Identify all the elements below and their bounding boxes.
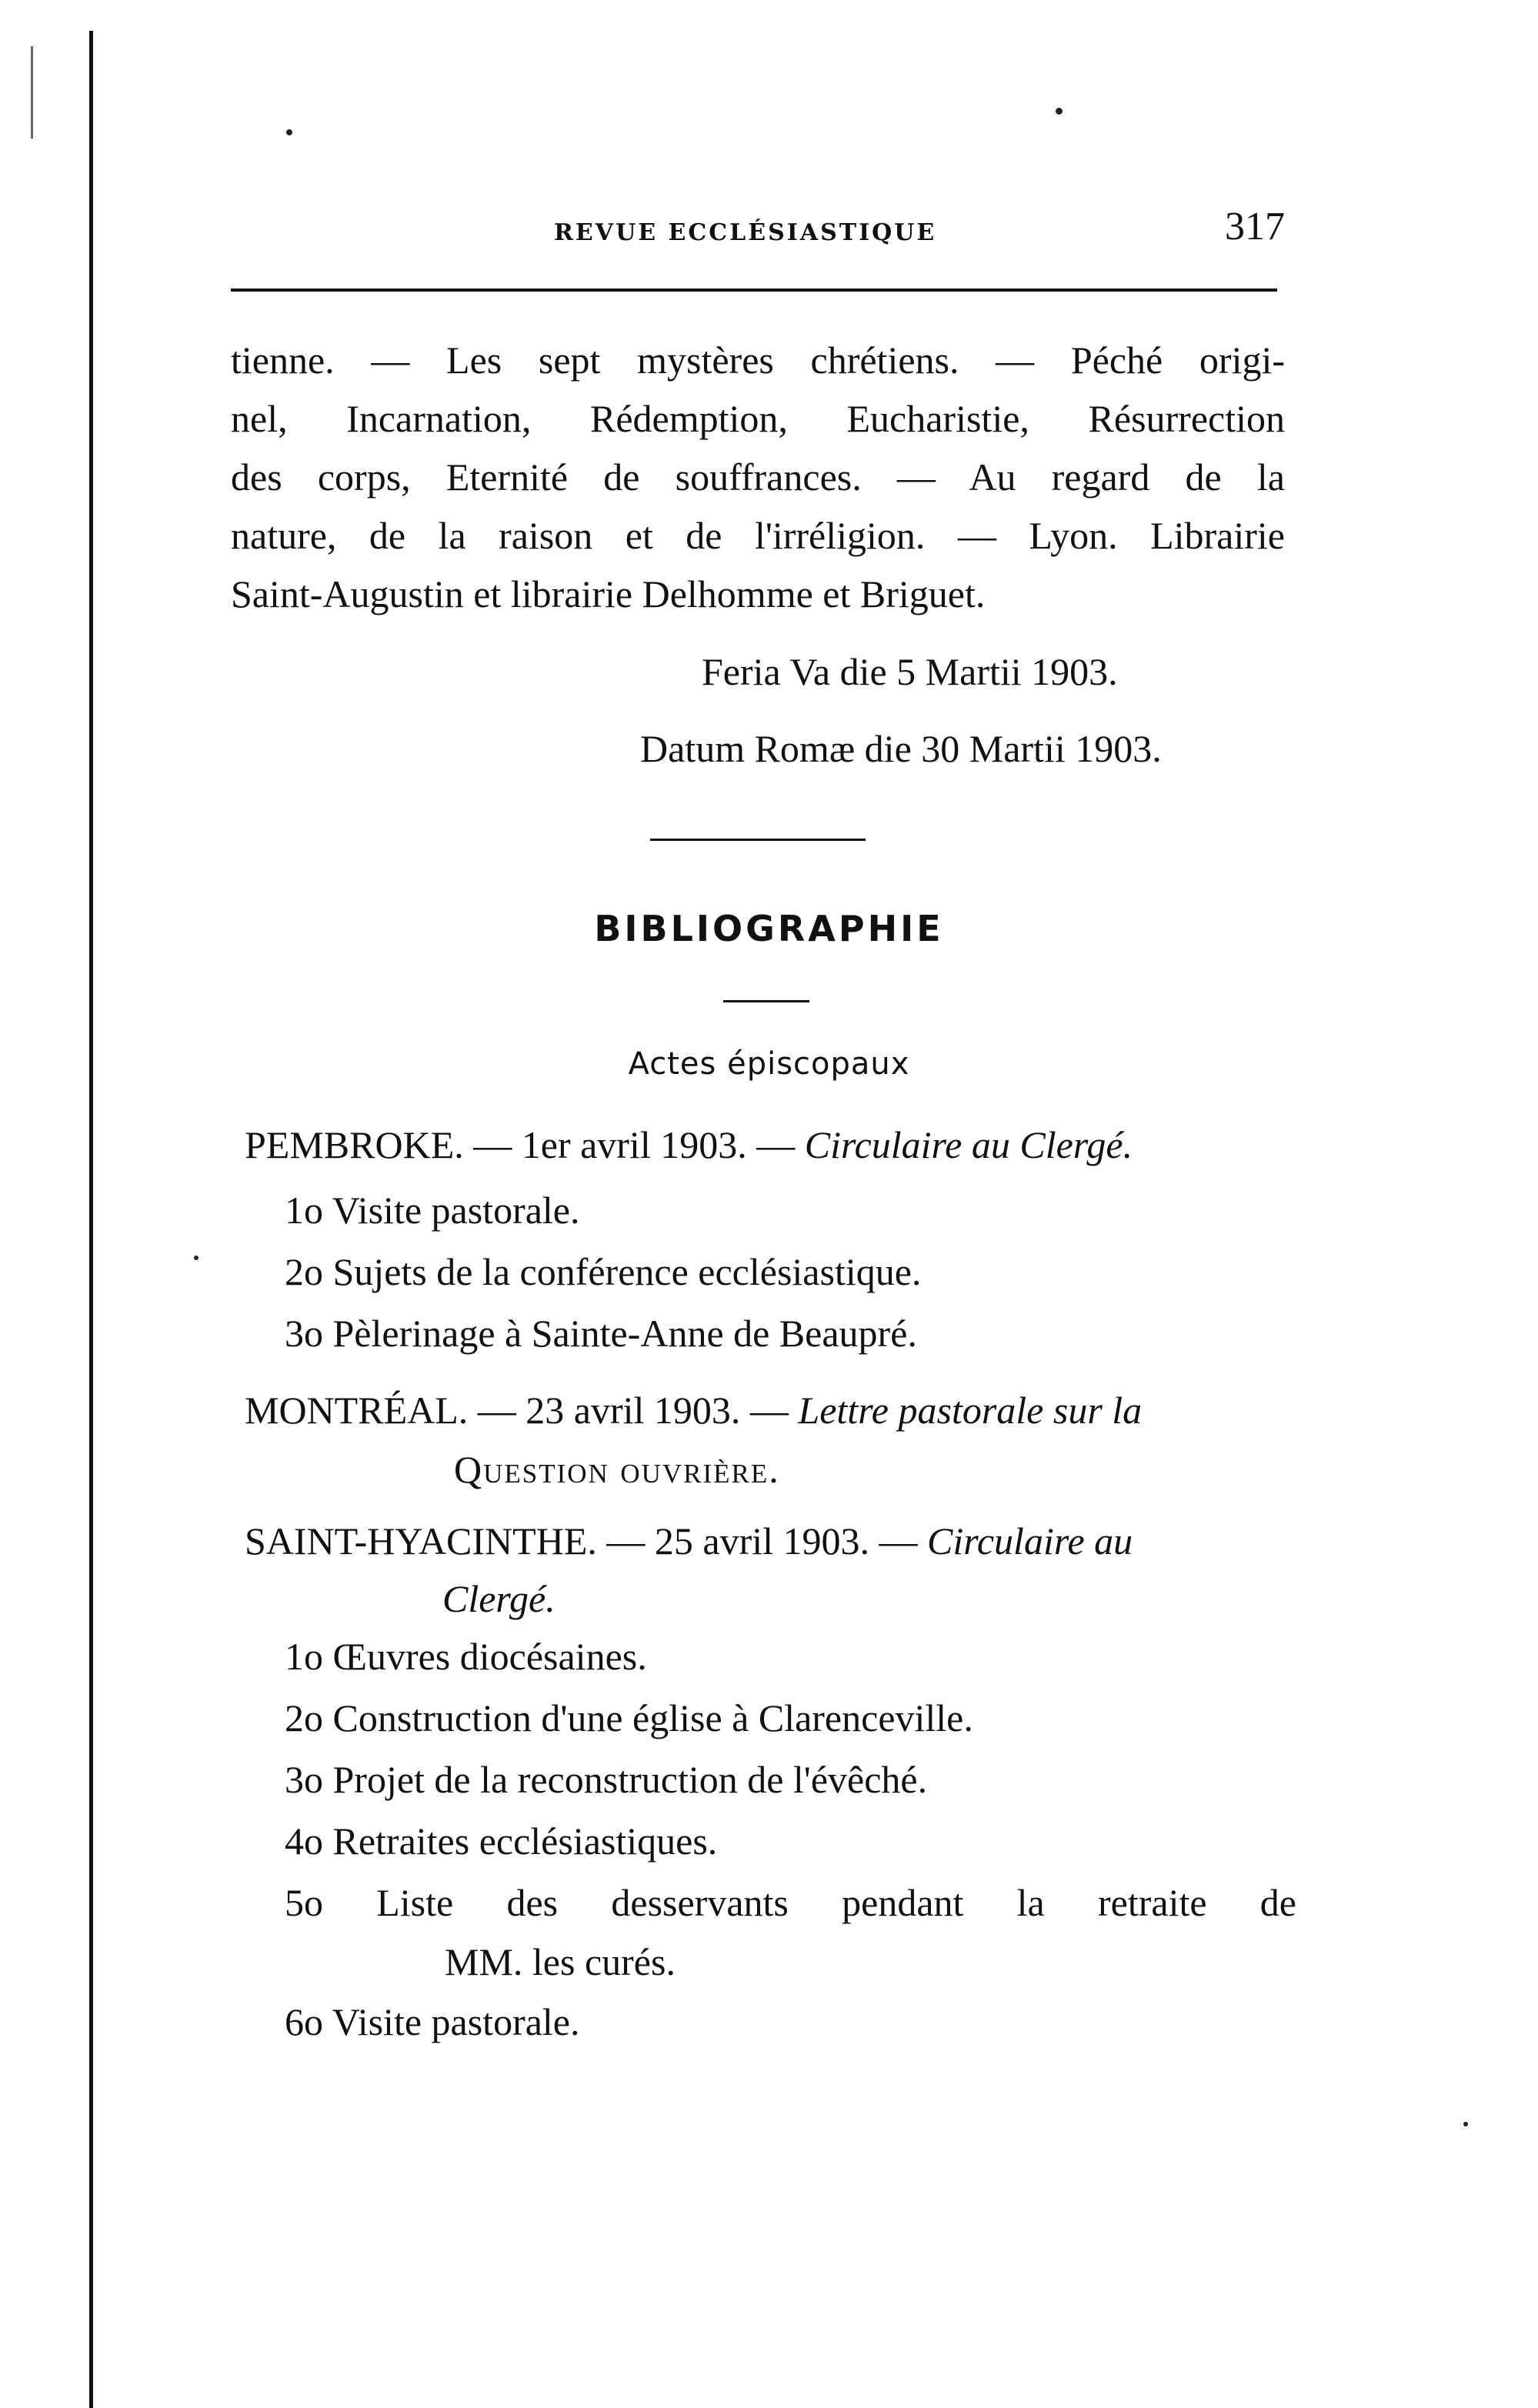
intro-line: nel, Incarnation, Rédemption, Eucharistie, Résurrection — [231, 397, 1285, 440]
scan-speck — [1056, 108, 1063, 115]
list-item: 6o Visite pastorale. — [285, 2000, 580, 2043]
decree-date: Datum Romæ die 30 Martii 1903. — [640, 727, 1162, 770]
intro-line: des corps, Eternité de souffrances. — Au regard de la — [231, 455, 1285, 499]
entry-document: Lettre pastorale sur la — [798, 1389, 1143, 1432]
entry-place: MONTRÉAL. — [245, 1389, 469, 1432]
entry-place: SAINT-HYACINTHE. — [245, 1519, 597, 1563]
section-subtitle: Actes épiscopaux — [628, 1046, 910, 1082]
decree-date: Feria Va die 5 Martii 1903. — [702, 650, 1118, 693]
entry-saint-hyacinthe — [245, 1512, 1133, 1570]
entry-document-cont: Clergé. — [442, 1577, 555, 1620]
scan-speck — [1463, 2122, 1468, 2126]
running-header — [231, 196, 1285, 258]
header-rule — [231, 288, 1277, 292]
intro-line: Saint-Augustin et librairie Delhomme et Briguet. — [231, 572, 986, 615]
page-number: 317 — [1225, 205, 1285, 248]
scan-edge-line — [89, 31, 93, 2408]
list-item: 4o Retraites ecclésiastiques. — [285, 1819, 718, 1863]
section-title: BIBLIOGRAPHIE — [594, 908, 944, 949]
list-item: 2o Sujets de la conférence ecclésiastique. — [285, 1250, 922, 1293]
scan-edge-mark — [31, 46, 33, 138]
intro-line: nature, de la raison et de l'irréligion. — Lyon. Librairie — [231, 514, 1285, 557]
list-item: 5o Liste des desservants pendant la retraite de — [285, 1881, 1296, 1924]
title-rule — [723, 1000, 809, 1002]
scan-speck — [194, 1256, 199, 1260]
intro-line: tienne. — Les sept mystères chrétiens. — Péché origi- — [231, 339, 1285, 382]
entry-document-cont: Question ouvrière. — [454, 1448, 780, 1491]
entry-pembroke — [245, 1116, 1133, 1174]
entry-date: — 23 avril 1903. — — [477, 1389, 789, 1432]
entry-date: — 1er avril 1903. — — [473, 1123, 796, 1166]
journal-title: REVUE ECCLÉSIASTIQUE — [554, 219, 937, 246]
entry-document: Circulaire au — [927, 1519, 1133, 1563]
entry-date: — 25 avril 1903. — — [606, 1519, 918, 1563]
entry-place: PEMBROKE. — [245, 1123, 464, 1166]
scan-speck — [286, 129, 292, 135]
list-item: 1o Œuvres diocésaines. — [285, 1635, 647, 1678]
section-separator — [650, 839, 866, 841]
list-item-cont: MM. les curés. — [445, 1940, 676, 1983]
entry-montreal — [245, 1381, 1142, 1439]
list-item: 1o Visite pastorale. — [285, 1189, 580, 1232]
list-item: 2o Construction d'une église à Clarenceville. — [285, 1696, 973, 1739]
list-item: 3o Pèlerinage à Sainte-Anne de Beaupré. — [285, 1312, 917, 1355]
list-item: 3o Projet de la reconstruction de l'évêché. — [285, 1758, 928, 1801]
entry-document: Circulaire au Clergé. — [804, 1123, 1133, 1166]
